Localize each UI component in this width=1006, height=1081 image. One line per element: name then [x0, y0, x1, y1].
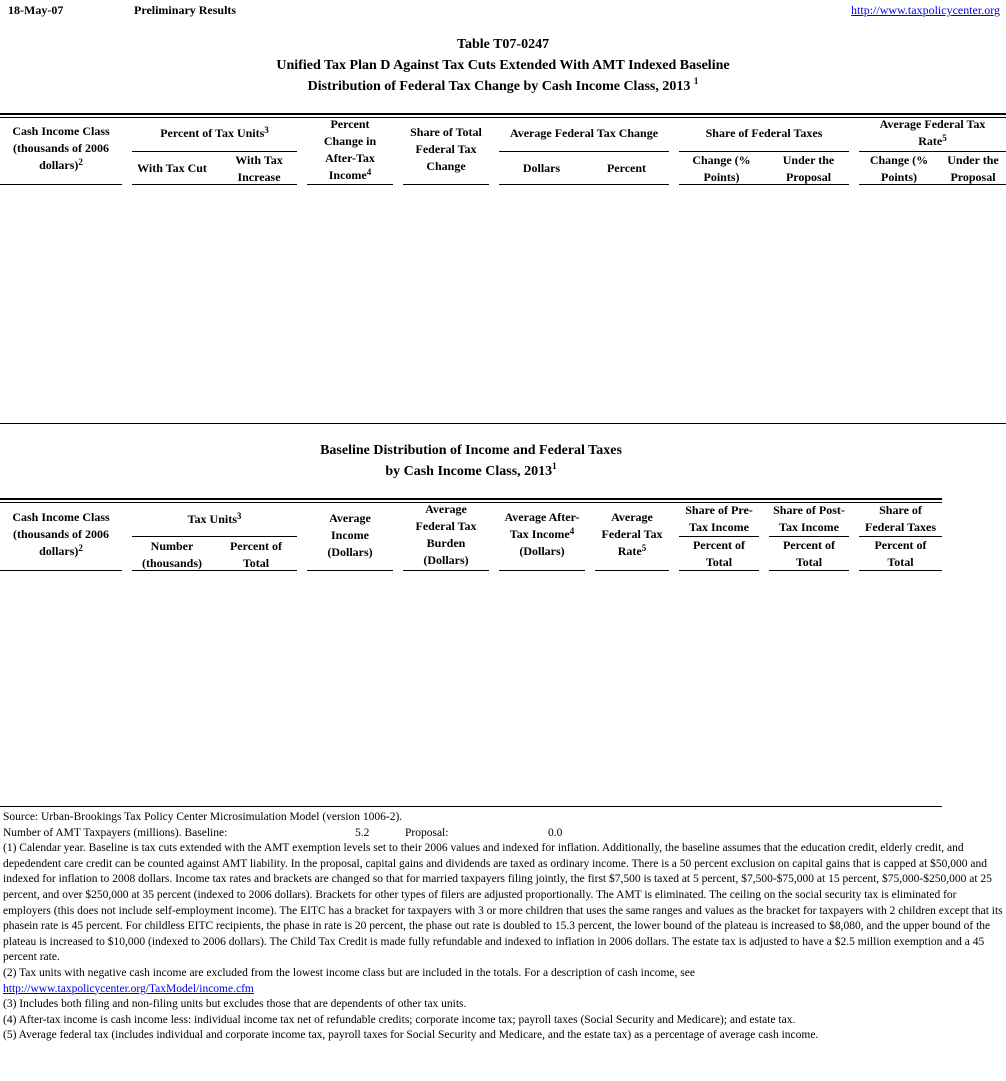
col2-federal-tax-burden: Average Federal Tax Burden (Dollars): [415, 502, 477, 567]
col-group-share-federal-taxes: Share of Federal Taxes: [705, 126, 823, 140]
col2-average-tax-rate: Average Federal Tax Rate$^5$: [601, 510, 663, 558]
col2-percent-total: Percent of Total: [229, 539, 283, 570]
income-definition-link[interactable]: http://www.taxpolicycenter.org/TaxModel/income.cfm: [3, 982, 254, 995]
col-rate-under-proposal: Under the Proposal: [947, 153, 999, 184]
col2-number: Number (thousands): [141, 539, 203, 570]
col-group-avg-tax-change: Average Federal Tax Change: [509, 126, 659, 140]
report-date: 18-May-07: [8, 3, 64, 17]
table1-bottom-rule: [0, 423, 1006, 424]
col2-share-federal-taxes: Share of Federal Taxes: [865, 503, 936, 534]
col2-share-post-tax-income: Share of Post- Tax Income: [773, 503, 845, 534]
footnote-2: (2) Tax units with negative cash income are excluded from the lowest income class but are included in the totals. For a description of cash income, see: [3, 966, 695, 979]
amt-proposal-label: Proposal:: [405, 826, 449, 839]
col-percent: Percent: [606, 161, 647, 175]
footnote-3: (3) Includes both filing and non-filing units but excludes those that are dependents of other tax units.: [3, 998, 467, 1011]
col2-average-income: Average Income (Dollars): [327, 511, 373, 559]
col-share-total-change: Share of Total Federal Tax Change: [410, 125, 482, 173]
col2-group-tax-units: Tax Units$^3$: [187, 511, 242, 526]
col2-share-fed-percent: Percent of Total: [874, 538, 927, 569]
col-cash-income-class: Cash Income Class (thousands of 2006 dollars)$^2$: [12, 124, 110, 172]
col-with-tax-cut: With Tax Cut: [137, 161, 207, 175]
col2-post-tax-percent: Percent of Total: [782, 538, 836, 569]
amt-proposal-value: 0.0: [548, 826, 563, 839]
footnote-1: (1) Calendar year. Baseline is tax cuts extended with the AMT exemption levels set to their 2006 values and indexed for inflation. Additionally, the baseline assumes that the education credit, elderly credit, and depedendent care credit can be counted against AMT liability. In the proposal, capital gains and dividends are taxed as ordinary income. There is a 50 percent exclusion on capital gains that is capped at $50,000 and indexed for inflation to 2008 dollars. Income tax rates and brackets are changed so that for married taxpayers filing jointly, the first $7,500 is taxed at 5 percent, $7,500-$75,000 at 15 percent, $75,000-$250,000 at 25 percent, and over $250,000 at 35 percent (indexed to 2006 dollars). Brackets for other types of filers are adjusted proportionally. The AMT is eliminated. The ceiling on the social security tax is eliminated for employers (this does not include self-employment income). The EITC has a bracket for taxpayers with 3 or more children that uses the same ranges and values as the bracket for taxpayers with 2 children except that its phasein rate is 45 percent. For childless EITC recipients, the phase in rate is 20 percent, the phase out rate is doubled to 15.3 percent, the lower bound of the plateau is increased to $8,080, and the upper bound of the plateau is increased to $10,000 (indexed to 2006 dollars). The Child Tax Credit is made fully refundable and indexed to inflation in 2006 dollars. The estate tax is adjusted to have a $2.5 million exemption and a 45 percent rate.: [3, 842, 1003, 964]
amt-taxpayers-line: Number of AMT Taxpayers (millions). Baseline: 5.2 Proposal: 0.0: [3, 826, 1003, 842]
col-with-tax-increase: With Tax Increase: [235, 153, 283, 184]
header-url-link[interactable]: http://www.taxpolicycenter.org: [851, 3, 1000, 17]
table1-title-plan: Unified Tax Plan D Against Tax Cuts Extended With AMT Indexed Baseline: [276, 58, 730, 73]
amt-baseline-value: 5.2: [355, 826, 370, 839]
table1-title-number: Table T07-0247: [456, 37, 550, 52]
table1-title-distribution: Distribution of Federal Tax Change by Cash Income Class, 2013 $^1$: [307, 76, 699, 94]
col-rate-change-points: Change (% Points): [869, 153, 929, 184]
source-note: Source: Urban-Brookings Tax Policy Center Microsimulation Model (version 1006-2).: [3, 811, 403, 823]
col-dollars: Dollars: [522, 161, 561, 175]
col2-cash-income-class: Cash Income Class (thousands of 2006 dollars)$^2$: [12, 510, 110, 558]
col-share-change-points: Change (% Points): [692, 153, 751, 184]
footnote-5: (5) Average federal tax (includes individual and corporate income tax, payroll taxes for Social Security and Medicare, and the estate tax) as a percentage of average cash income.: [3, 1029, 819, 1042]
table2-title-line2: by Cash Income Class, 2013$^1$: [385, 461, 557, 479]
col-pct-change-after-tax: Percent Change in After-Tax Income$^4$: [323, 117, 377, 182]
table1-top-rule: [0, 113, 1006, 118]
footnote-4: (4) After-tax income is cash income less: individual income tax net of refundable credits; corporate income tax; payroll taxes (Social Security and Medicare); and estate tax.: [3, 1013, 796, 1026]
table2-bottom-rule: [0, 806, 942, 807]
col-share-under-proposal: Under the Proposal: [782, 153, 835, 184]
col2-share-pre-tax-income: Share of Pre- Tax Income: [685, 503, 753, 534]
table2-title-line1: Baseline Distribution of Income and Federal Taxes: [320, 443, 622, 458]
col-group-avg-tax-rate: Average Federal Tax Rate$^5$: [879, 117, 986, 148]
report-status: Preliminary Results: [134, 3, 237, 17]
col2-after-tax-income: Average After- Tax Income$^4$ (Dollars): [504, 510, 580, 558]
col-group-percent-tax-units: Percent of Tax Units$^3$: [160, 125, 269, 140]
footnotes: [3, 810, 1003, 1044]
col2-pre-tax-percent: Percent of Total: [692, 538, 746, 569]
